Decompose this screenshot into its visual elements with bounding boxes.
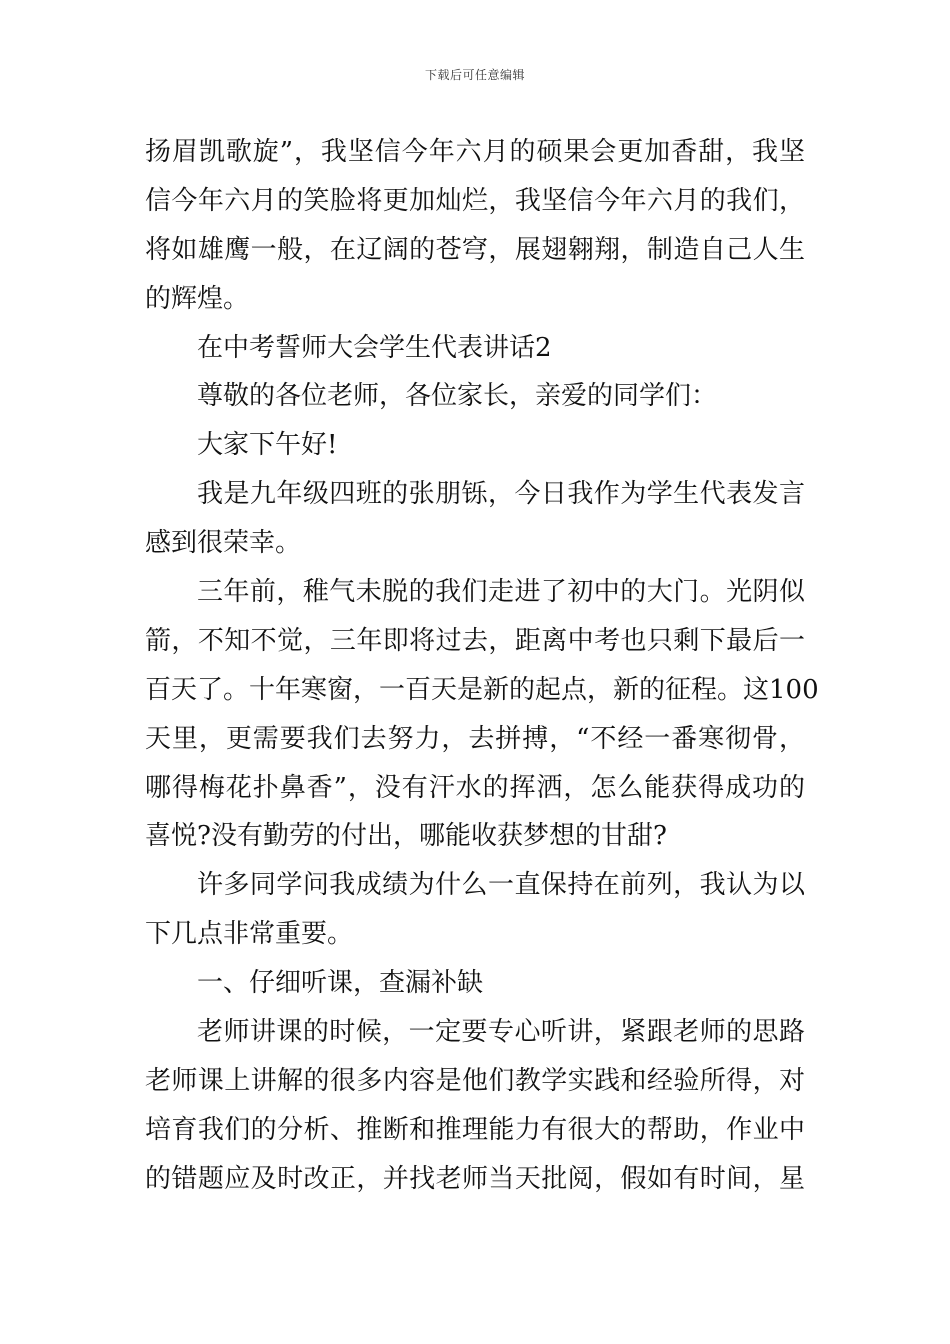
subheading: 一、仔细听课，查漏补缺 bbox=[197, 968, 484, 999]
body-line: 喜悦?没有勤劳的付出，哪能收获梦想的甘甜? bbox=[145, 821, 667, 852]
body-line: 天里，更需要我们去努力，去拼搏，“不经一番寒彻骨， bbox=[145, 723, 805, 754]
body-line: 信今年六月的笑脸将更加灿烂，我坚信今年六月的我们， bbox=[145, 185, 805, 216]
body-line: 感到很荣幸。 bbox=[145, 528, 302, 559]
body-line: 的错题应及时改正，并找老师当天批阅，假如有时间，星 bbox=[145, 1163, 805, 1194]
body-line: 培育我们的分析、推断和推理能力有很大的帮助，作业中 bbox=[145, 1114, 805, 1145]
section-title: 在中考誓师大会学生代表讲话2 bbox=[197, 332, 552, 363]
body-line: 扬眉凯歌旋”，我坚信今年六月的硕果会更加香甜，我坚 bbox=[145, 137, 805, 167]
body-line: 我是九年级四班的张朋铄，今日我作为学生代表发言 bbox=[197, 479, 805, 510]
greeting: 大家下午好! bbox=[197, 430, 338, 461]
body-line: 许多同学问我成绩为什么一直保持在前列，我认为以 bbox=[197, 870, 805, 901]
body-line: 百天了。十年寒窗，一百天是新的起点，新的征程。这100 bbox=[145, 674, 819, 705]
body-line: 将如雄鹰一般，在辽阔的苍穹，展翅翱翔，制造自己人生 bbox=[145, 234, 805, 265]
body-line: 箭，不知不觉，三年即将过去，距离中考也只剩下最后一 bbox=[145, 625, 805, 656]
body-line: 三年前，稚气未脱的我们走进了初中的大门。光阴似 bbox=[197, 577, 805, 608]
body-line: 老师讲课的时候，一定要专心听讲，紧跟老师的思路 bbox=[197, 1017, 805, 1048]
body-line: 下几点非常重要。 bbox=[145, 919, 354, 950]
body-line: 的辉煌。 bbox=[145, 283, 250, 314]
body-line: 老师课上讲解的很多内容是他们教学实践和经验所得，对 bbox=[145, 1065, 805, 1096]
body-line: 哪得梅花扑鼻香”，没有汗水的挥洒，怎么能获得成功的 bbox=[145, 772, 805, 803]
header-note: 下载后可任意编辑 bbox=[424, 68, 525, 82]
document-body bbox=[145, 128, 819, 1204]
salutation: 尊敬的各位老师，各位家长，亲爱的同学们： bbox=[197, 381, 718, 412]
